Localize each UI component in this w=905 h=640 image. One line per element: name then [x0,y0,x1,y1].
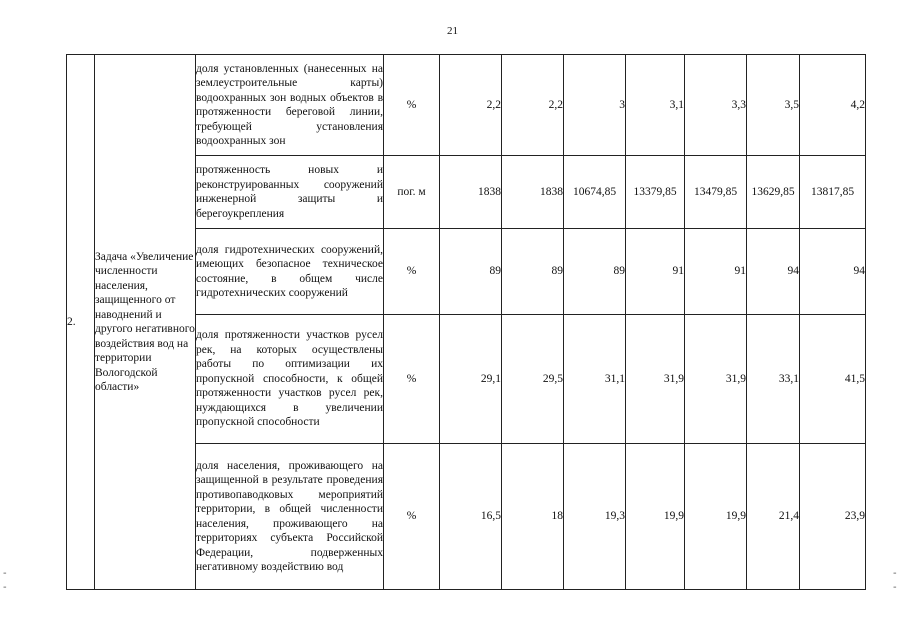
scan-mark: - [893,568,897,579]
value-cell: 1838 [502,156,564,229]
table-row [67,55,866,156]
indicator-name: доля гидротехнических сооружений, имеющих безопасное техническое состояние, в общем числе гидротехнических сооружений [196,229,384,315]
value-cell: 29,5 [502,315,564,444]
value-cell: 13479,85 [685,156,747,229]
value-cell: 2,2 [502,55,564,156]
value-cell: 89 [564,229,626,315]
value-cell: 89 [440,229,502,315]
value-cell: 21,4 [747,444,800,590]
unit-cell: % [384,315,440,444]
value-cell: 13817,85 [800,156,866,229]
value-cell: 3 [564,55,626,156]
indicator-name: протяженность новых и реконструированных сооружений инженерной защиты и берегоукрепления [196,156,384,229]
value-cell: 31,1 [564,315,626,444]
value-cell: 91 [626,229,685,315]
value-cell: 19,3 [564,444,626,590]
value-cell: 1838 [440,156,502,229]
scan-mark: - [3,568,7,579]
value-cell: 2,2 [440,55,502,156]
value-cell: 94 [747,229,800,315]
indicator-name: доля населения, проживающего на защищенной в результате проведения противопаводковых мероприятий территории, в общей численности населения, проживающего на территориях субъекта Российской Федерации, подверженных негативному воздействию вод [196,444,384,590]
value-cell: 13629,85 [747,156,800,229]
value-cell: 4,2 [800,55,866,156]
indicators-table [66,54,866,590]
value-cell: 10674,85 [564,156,626,229]
scan-mark: - [893,582,897,593]
value-cell: 18 [502,444,564,590]
value-cell: 23,9 [800,444,866,590]
unit-cell: пог. м [384,156,440,229]
value-cell: 29,1 [440,315,502,444]
value-cell: 13379,85 [626,156,685,229]
value-cell: 94 [800,229,866,315]
unit-cell: % [384,444,440,590]
task-cell: Задача «Увеличение численности населения, защищенного от наводнений и другого негативного воздействия вод на территории Вологодской области» [95,55,196,590]
value-cell: 89 [502,229,564,315]
value-cell: 16,5 [440,444,502,590]
value-cell: 3,3 [685,55,747,156]
scan-mark: - [3,582,7,593]
value-cell: 31,9 [626,315,685,444]
value-cell: 3,1 [626,55,685,156]
value-cell: 19,9 [626,444,685,590]
value-cell: 41,5 [800,315,866,444]
value-cell: 19,9 [685,444,747,590]
unit-cell: % [384,55,440,156]
value-cell: 31,9 [685,315,747,444]
indicator-name: доля установленных (нанесенных на землеустроительные карты) водоохранных зон водных объектов в протяженности береговой линии, требующей установления водоохранных зон [196,55,384,156]
value-cell: 3,5 [747,55,800,156]
value-cell: 91 [685,229,747,315]
indicator-name: доля протяженности участков русел рек, на которых осуществлены работы по оптимизации их пропускной способности, к общей протяженности участков русел рек, нуждающихся в увеличении пропускной способности [196,315,384,444]
row-number: 2. [67,55,95,590]
unit-cell: % [384,229,440,315]
page-number: 21 [447,25,458,37]
value-cell: 33,1 [747,315,800,444]
